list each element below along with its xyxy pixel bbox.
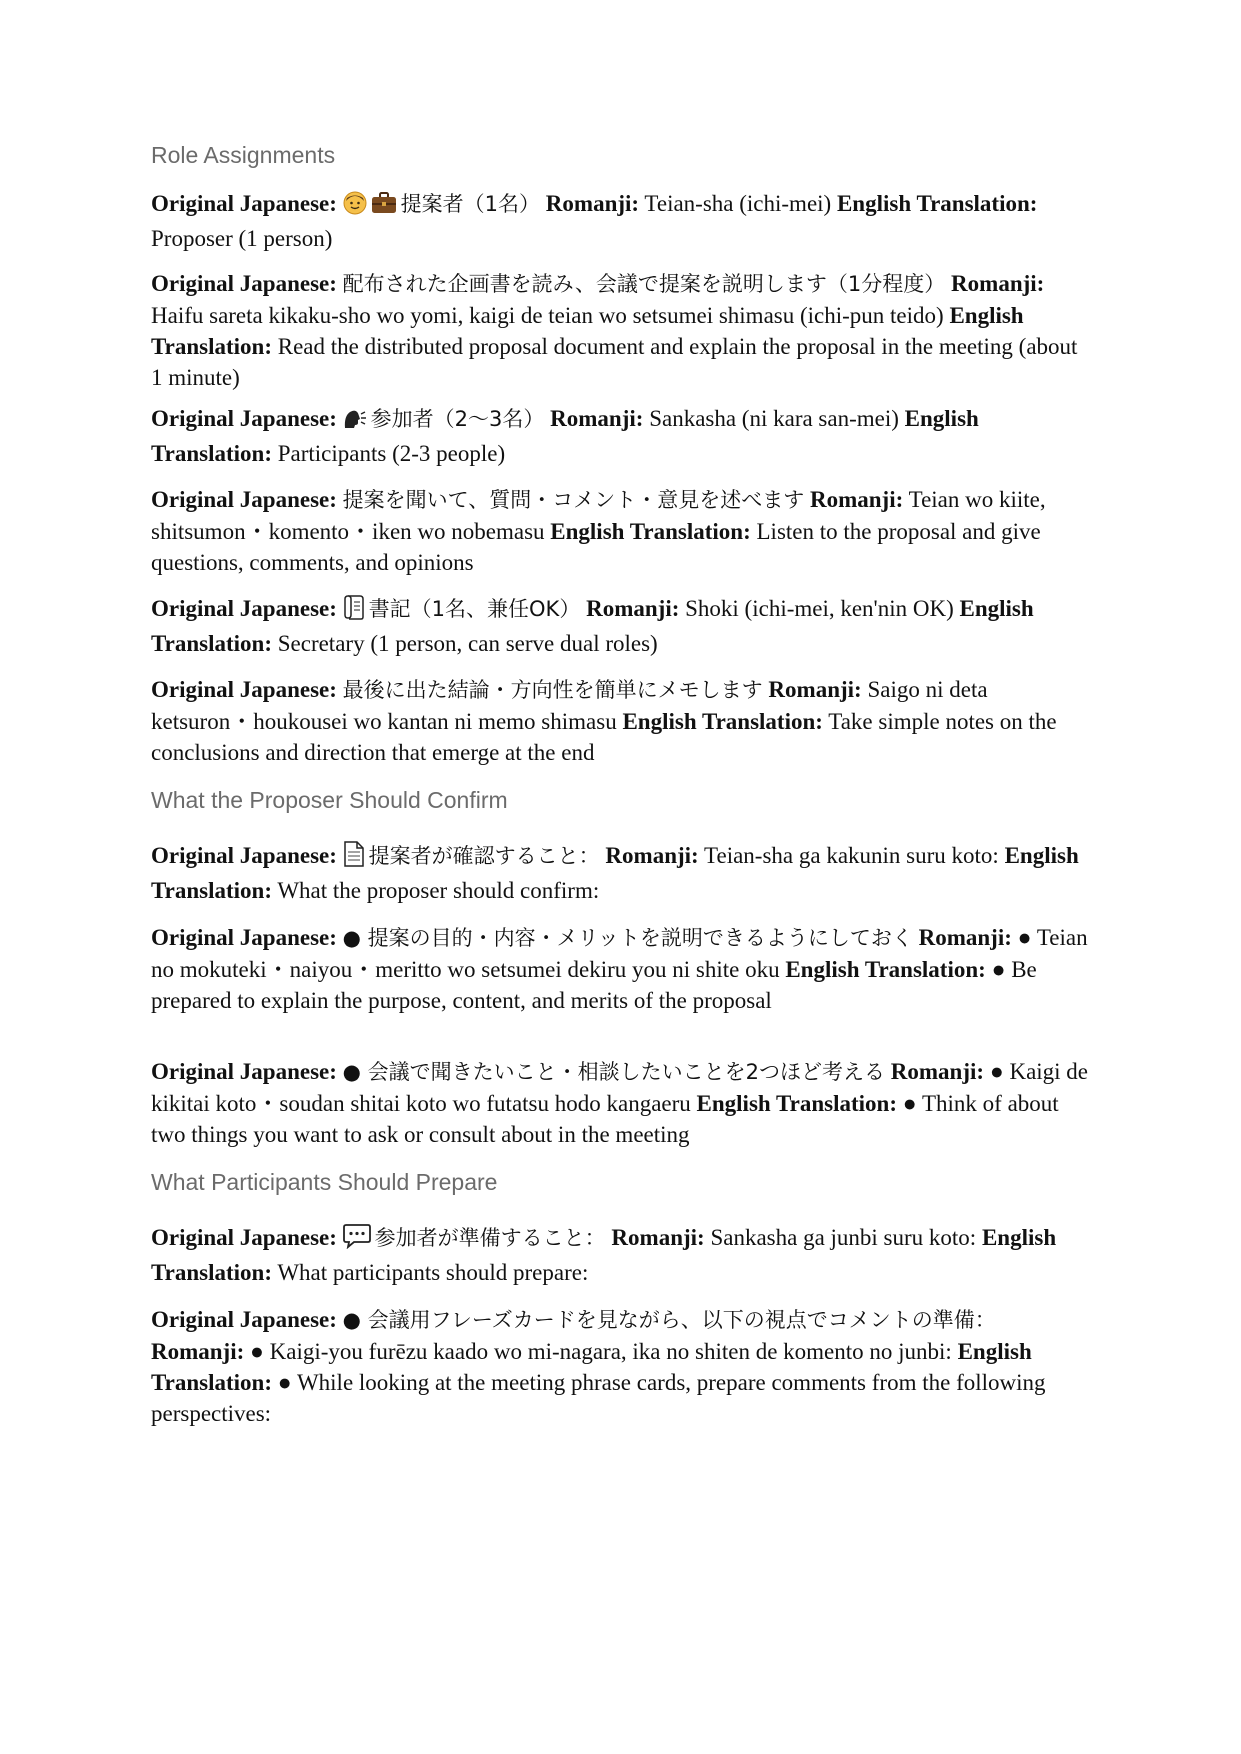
english-text: Take simple notes on the conclusions and direction that emerge at the end (151, 709, 1057, 765)
romanji-label: Romanji: (951, 271, 1045, 296)
scroll-icon (343, 594, 365, 628)
romanji-text: Sankasha (ni kara san-mei) (649, 406, 899, 431)
romanji-label: Romanji: (550, 406, 644, 431)
translation-entry (151, 1304, 1091, 1429)
original-japanese-label: Original Japanese: (151, 1307, 337, 1332)
english-text: ● Think of about two things you want to ask or consult about in the meeting (151, 1091, 1059, 1147)
english-translation-label: English Translation: (622, 709, 823, 734)
original-japanese-label: Original Japanese: (151, 1059, 337, 1084)
japanese-text: ● 提案の目的・内容・メリットを説明できるようにしておく (342, 926, 913, 950)
document-icon (343, 841, 365, 875)
translation-entry (151, 403, 1091, 469)
english-translation-label: English Translation: (151, 1225, 1057, 1285)
japanese-text: 提案者（1名） (400, 192, 541, 216)
original-japanese-label: Original Japanese: (151, 677, 337, 702)
translation-entry (151, 1056, 1091, 1150)
romanji-text: ● Kaigi-you furēzu kaado wo mi-nagara, ika no shiten de komento no junbi: (250, 1339, 952, 1364)
romanji-label: Romanji: (810, 487, 904, 512)
romanji-text: Sankasha ga junbi suru koto: (710, 1225, 977, 1250)
english-translation-label: English Translation: (696, 1091, 897, 1116)
translation-entry (151, 268, 1091, 393)
romanji-text: Saigo ni deta ketsuron・houkousei wo kantan ni memo shimasu (151, 677, 988, 734)
japanese-text: ● 会議で聞きたいこと・相談したいことを2つほど考える (342, 1060, 886, 1084)
romanji-label: Romanji: (918, 925, 1012, 950)
english-translation-label: English Translation: (836, 191, 1038, 216)
english-translation-label: English Translation: (151, 406, 979, 466)
original-japanese-label: Original Japanese: (151, 271, 337, 296)
romanji-label: Romanji: (768, 677, 862, 702)
translation-entry (151, 593, 1091, 659)
romanji-label: Romanji: (890, 1059, 985, 1084)
romanji-label: Romanji: (586, 596, 680, 621)
japanese-text: 書記（1名、兼任OK） (368, 597, 581, 621)
japanese-text: 参加者が準備すること： (374, 1226, 606, 1250)
japanese-text: 配布された企画書を読み、会議で提案を説明します（1分程度） (342, 272, 946, 296)
english-translation-label: English Translation: (151, 843, 1079, 903)
english-text: Secretary (1 person, can serve dual roles) (277, 631, 658, 656)
romanji-text: Teian-sha ga kakunin suru koto: (704, 843, 999, 868)
original-japanese-label: Original Japanese: (151, 1225, 337, 1250)
original-japanese-label: Original Japanese: (151, 843, 337, 868)
english-translation-label: English Translation: (151, 1339, 1032, 1395)
romanji-label: Romanji: (605, 843, 699, 868)
original-japanese-label: Original Japanese: (151, 925, 337, 950)
romanji-label: Romanji: (151, 1339, 245, 1364)
speaking-head-icon (343, 407, 367, 438)
translation-entry (151, 840, 1091, 906)
english-text: Participants (2-3 people) (277, 441, 506, 466)
english-text: Listen to the proposal and give questions, comments, and opinions (151, 519, 1041, 575)
english-translation-label: English Translation: (151, 303, 1024, 359)
romanji-label: Romanji: (545, 191, 640, 216)
japanese-text: ● 会議用フレーズカードを見ながら、以下の視点でコメントの準備： (342, 1308, 996, 1332)
japanese-text: 提案者が確認すること： (368, 844, 600, 868)
english-text: What the proposer should confirm: (277, 878, 600, 903)
translation-entry (151, 674, 1091, 768)
romanji-text: Teian wo kiite, shitsumon・komento・iken wo nobemasu (151, 487, 1046, 544)
section-heading: What Participants Should Prepare (151, 1169, 498, 1195)
original-japanese-label: Original Japanese: (151, 406, 337, 431)
translation-entry (151, 922, 1091, 1016)
english-text: What participants should prepare: (277, 1260, 589, 1285)
romanji-label: Romanji: (611, 1225, 705, 1250)
section-heading: What the Proposer Should Confirm (151, 787, 508, 813)
english-text: Proposer (1 person) (151, 226, 333, 251)
translation-entry (151, 1222, 1091, 1288)
japanese-text: 提案を聞いて、質問・コメント・意見を述べます (342, 488, 805, 512)
english-translation-label: English Translation: (785, 957, 986, 982)
romanji-text: ● Teian no mokuteki・naiyou・meritto wo setsumei dekiru you ni shite oku (151, 925, 1088, 982)
translation-entry (151, 484, 1091, 578)
english-text: ● While looking at the meeting phrase cards, prepare comments from the following perspectives: (151, 1370, 1046, 1426)
section-heading: Role Assignments (151, 142, 336, 168)
romanji-text: ● Kaigi de kikitai koto・soudan shitai koto wo futatsu hodo kangaeru (151, 1059, 1089, 1116)
briefcase-icon (371, 191, 397, 223)
japanese-text: 最後に出た結論・方向性を簡単にメモします (342, 678, 763, 702)
english-text: ● Be prepared to explain the purpose, content, and merits of the proposal (151, 957, 1037, 1013)
original-japanese-label: Original Japanese: (151, 191, 337, 216)
english-translation-label: English Translation: (151, 596, 1034, 656)
original-japanese-label: Original Japanese: (151, 487, 337, 512)
original-japanese-label: Original Japanese: (151, 596, 337, 621)
english-text: Read the distributed proposal document and explain the proposal in the meeting (about 1 minute) (151, 334, 1078, 390)
translation-entry (151, 188, 1091, 254)
speech-bubble-icon (343, 1223, 371, 1257)
romanji-text: Shoki (ichi-mei, ken'nin OK) (685, 596, 954, 621)
japanese-text: 参加者（2〜3名） (370, 407, 545, 431)
romanji-text: Teian-sha (ichi-mei) (644, 191, 832, 216)
romanji-text: Haifu sareta kikaku-sho wo yomi, kaigi de teian wo setsumei shimasu (ichi-pun teido) (151, 303, 944, 328)
english-translation-label: English Translation: (550, 519, 751, 544)
person-face-icon (343, 191, 367, 223)
